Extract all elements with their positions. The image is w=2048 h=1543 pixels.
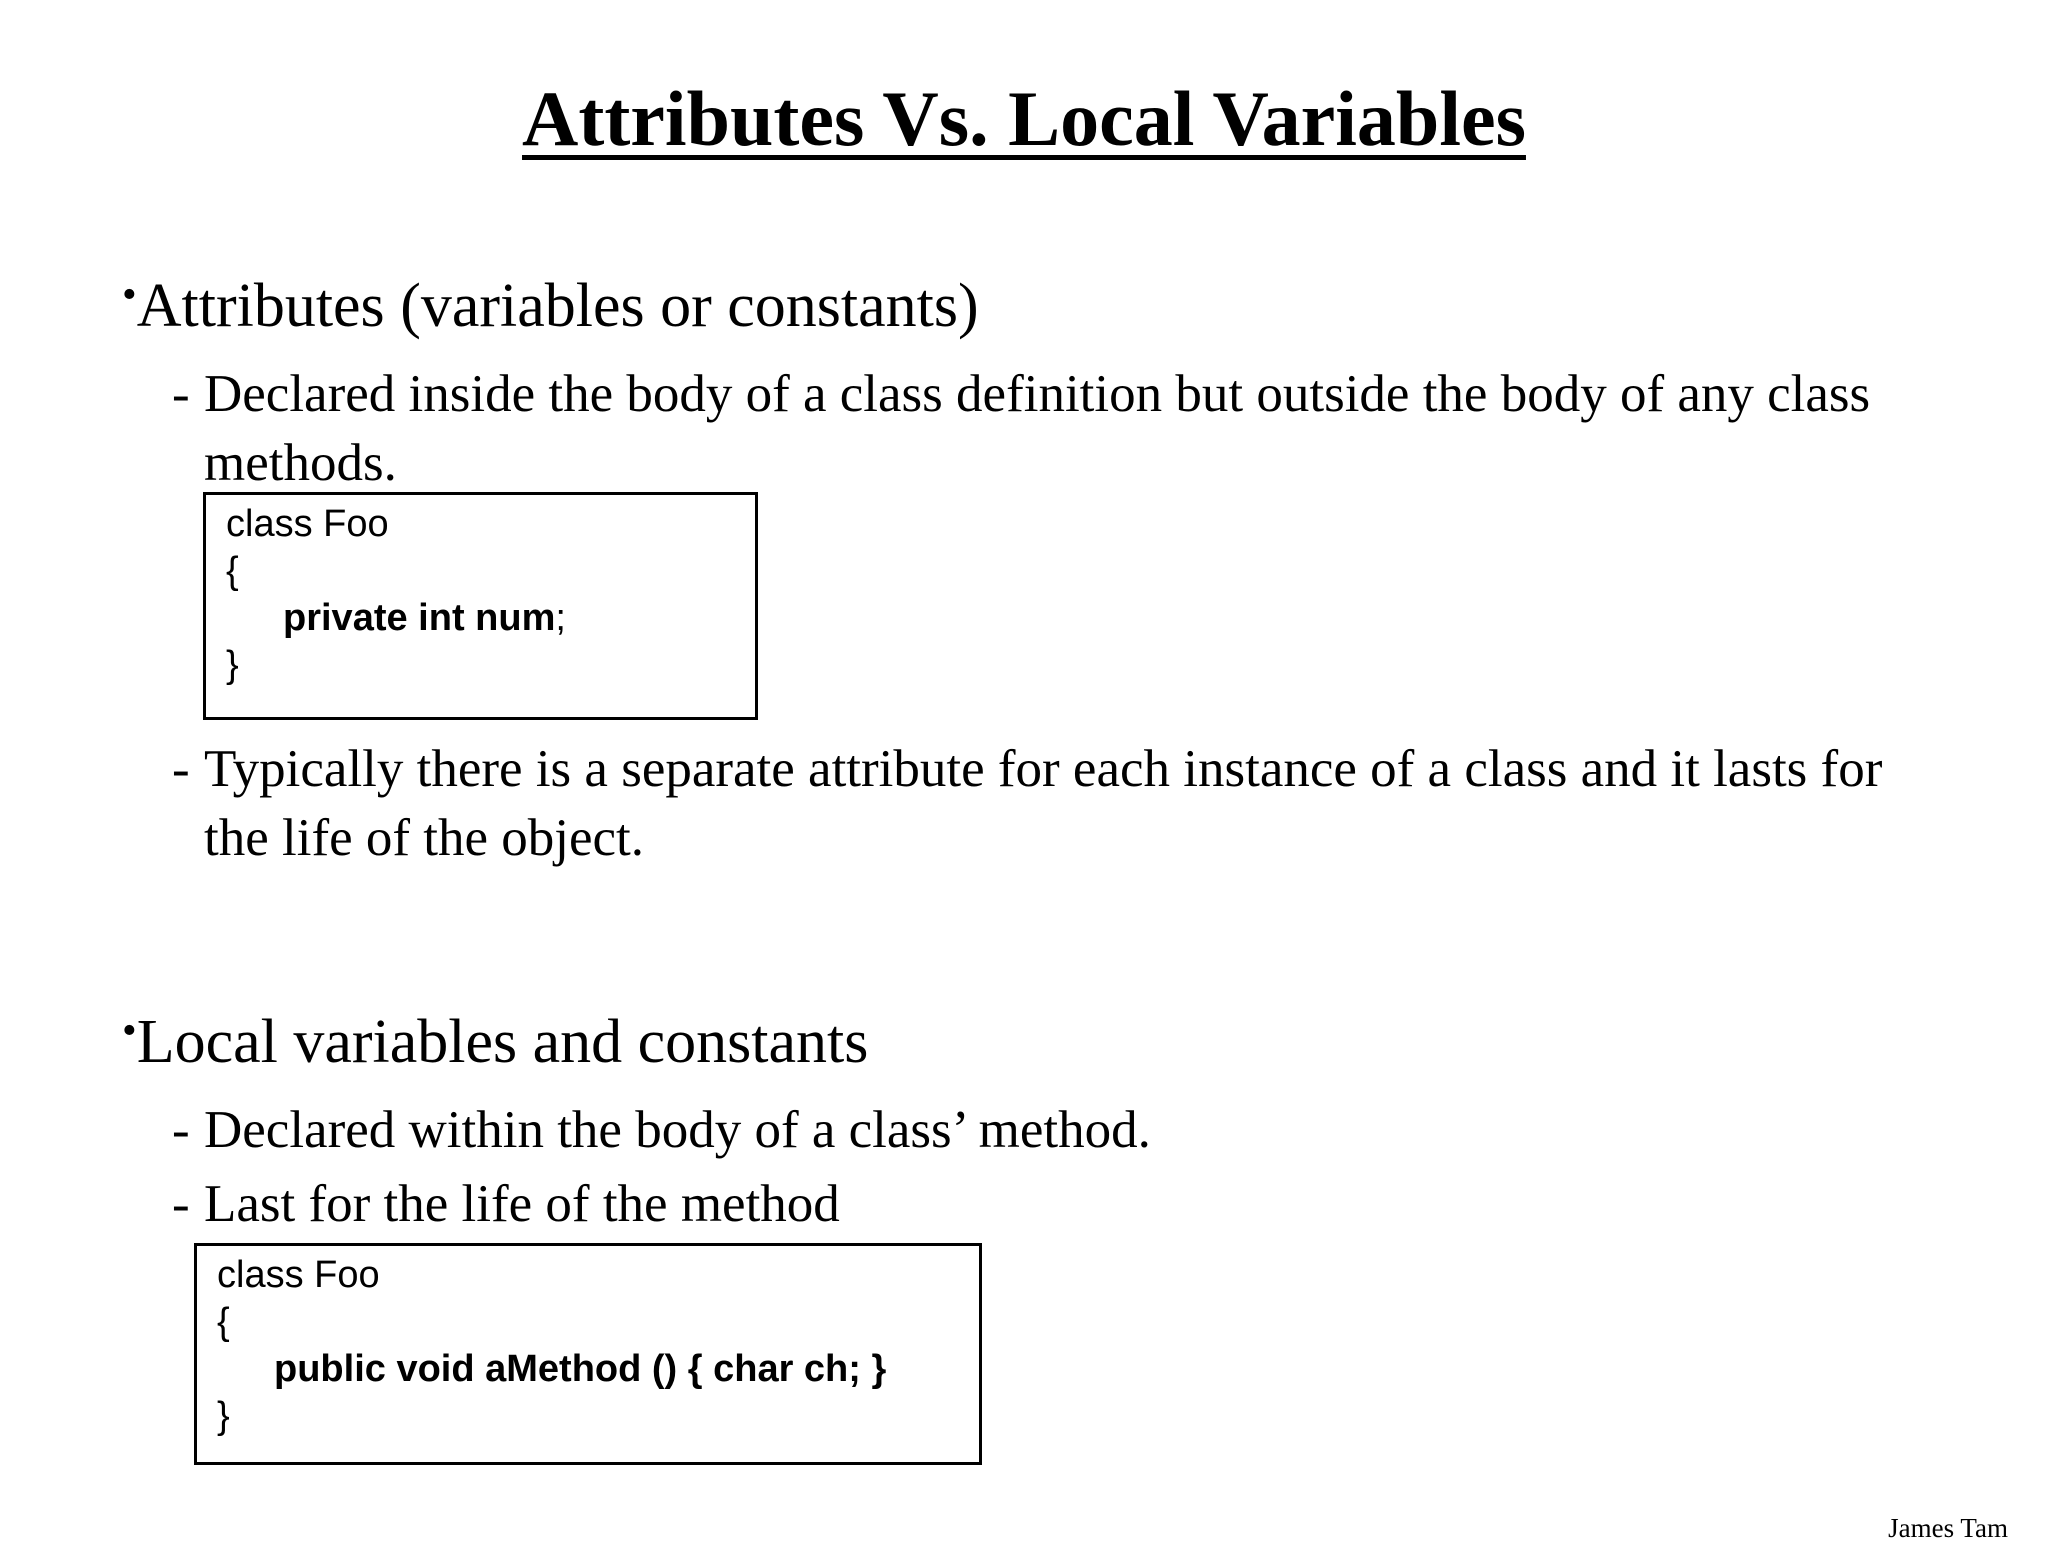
code-line-field-declaration [226, 595, 755, 642]
bullet-icon: • [122, 272, 137, 318]
dash-icon: - [172, 365, 190, 423]
code-field-declaration: private int num [283, 597, 556, 639]
bullet-local-variables-text: Local variables and constants [136, 1008, 869, 1076]
code-line-close-brace: } [226, 644, 239, 686]
attributes-point-lifetime-text: Typically there is a separate attribute for each instance of a class and it lasts for the life of the object. [204, 740, 1883, 867]
bullet-attributes [122, 272, 979, 340]
local-point-lifetime-text: Last for the life of the method [204, 1175, 840, 1233]
bullet-local-variables [122, 1008, 869, 1076]
local-point-declared [172, 1096, 1912, 1165]
code-box-attribute-example [203, 492, 758, 720]
dash-icon: - [172, 1101, 190, 1159]
slide-title: Attributes Vs. Local Variables [522, 75, 1526, 162]
dash-icon: - [172, 1175, 190, 1233]
code-semicolon: ; [555, 597, 566, 639]
local-point-declared-text: Declared within the body of a class’ method. [204, 1101, 1151, 1159]
dash-icon: - [172, 740, 190, 798]
attributes-point-declared [172, 360, 1912, 498]
attributes-point-lifetime [172, 735, 1912, 873]
code-line-open-brace: { [226, 550, 239, 592]
code-line-close-brace: } [217, 1395, 230, 1437]
code-line-class-declaration: class Foo [217, 1254, 380, 1296]
code-line-open-brace: { [217, 1301, 230, 1343]
code-line-method-declaration [217, 1346, 979, 1393]
code-line-class-declaration: class Foo [226, 503, 389, 545]
bullet-icon: • [122, 1008, 137, 1054]
code-box-local-example [194, 1243, 982, 1465]
author-footer: James Tam [1888, 1513, 2008, 1543]
attributes-point-declared-text: Declared inside the body of a class definition but outside the body of any class methods. [204, 365, 1871, 492]
code-method-declaration: public void aMethod () { char ch; } [274, 1348, 887, 1390]
local-point-lifetime [172, 1170, 1912, 1239]
bullet-attributes-text: Attributes (variables or constants) [136, 272, 979, 340]
